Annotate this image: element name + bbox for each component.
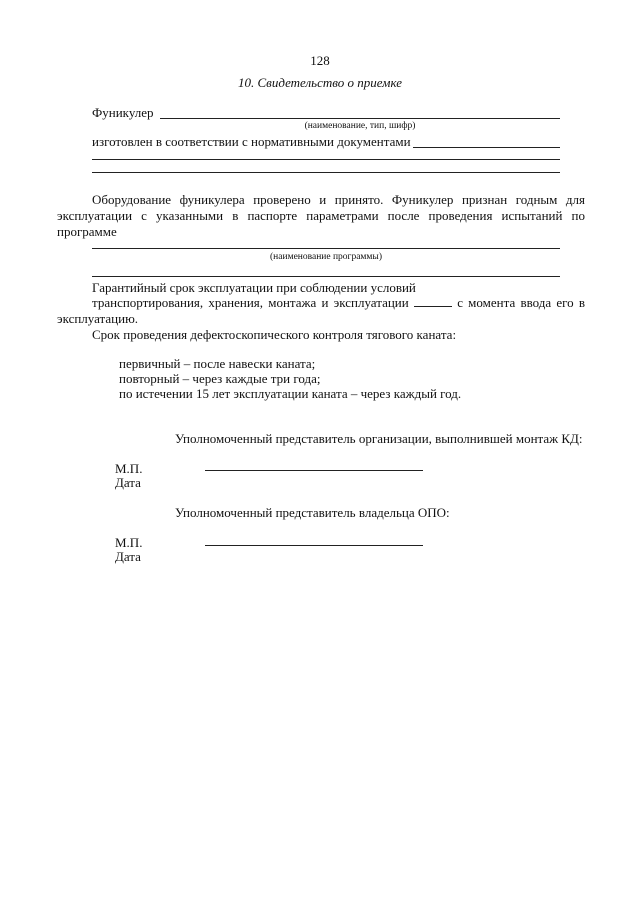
owner-date-label: Дата	[115, 549, 141, 564]
warranty-line-1: Гарантийный срок эксплуатации при соблюдении условий	[92, 280, 416, 295]
inspection-item-repeat: повторный – через каждые три года;	[119, 371, 321, 386]
page-number: 128	[310, 53, 330, 68]
warranty-line-2-after: с момента ввода его в	[457, 295, 586, 310]
program-name-line-2	[92, 276, 560, 277]
warranty-line-3: эксплуатацию.	[57, 311, 139, 326]
inspection-line-1: Оборудование фуникулера проверено и принято. Фуникулер признан годным для	[92, 192, 585, 207]
installer-stamp-label: М.П.	[115, 461, 143, 476]
manufactured-text: изготовлен в соответствии с нормативными документами	[92, 134, 411, 149]
inspection-item-primary: первичный – после навески каната;	[119, 356, 316, 371]
owner-stamp-label: М.П.	[115, 535, 143, 550]
inspection-item-after-15-years: по истечении 15 лет эксплуатации каната – через каждый год.	[119, 386, 462, 401]
inspection-period-heading: Срок проведения дефектоскопического контроля тягового каната:	[92, 327, 457, 342]
installer-date-label: Дата	[115, 475, 141, 490]
normative-docs-line-3	[92, 172, 560, 173]
normative-docs-line-2	[92, 159, 560, 160]
funicular-name-line	[160, 118, 560, 119]
program-name-line	[92, 248, 560, 249]
warranty-line-2-before: транспортирования, хранения, монтажа и эксплуатации	[92, 295, 409, 310]
warranty-period-blank	[414, 296, 452, 307]
name-type-code-caption: (наименование, тип, шифр)	[304, 121, 416, 131]
funicular-label: Фуникулер	[92, 105, 154, 120]
section-title: 10. Свидетельство о приемке	[238, 75, 402, 90]
inspection-line-2: эксплуатации с указанными в паспорте параметрами после проведения испытаний по	[57, 208, 585, 223]
owner-representative: Уполномоченный представитель владельца ОПО:	[175, 505, 450, 520]
normative-docs-line	[413, 147, 560, 148]
installer-representative: Уполномоченный представитель организации, выполнившей монтаж КД:	[175, 431, 583, 446]
program-caption: (наименование программы)	[270, 252, 382, 262]
warranty-line-2	[92, 295, 585, 311]
inspection-line-3: программе	[57, 224, 117, 239]
owner-signature-line	[205, 545, 423, 546]
installer-signature-line	[205, 470, 423, 471]
